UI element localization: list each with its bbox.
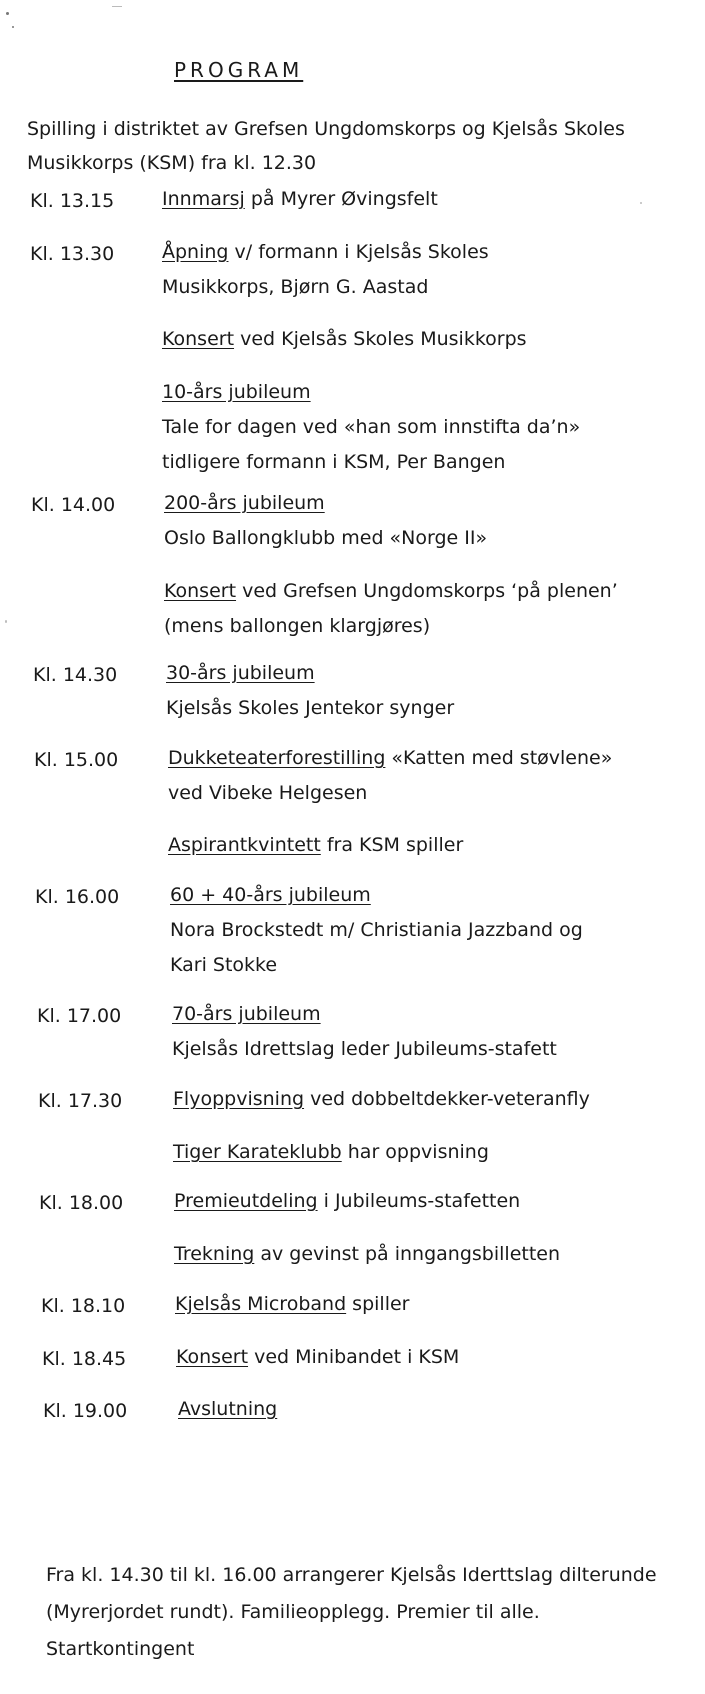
item-heading: Konsert (162, 328, 235, 350)
item-text: «Katten med støvlene» (385, 747, 613, 769)
scan-speck (6, 12, 9, 15)
item-first-line (172, 997, 557, 1032)
item-first-line (174, 1237, 560, 1272)
item-text: ved dobbeltdekker-veteranfly (304, 1088, 590, 1110)
item-detail-line: Oslo Ballongklubb med «Norge II» (164, 527, 488, 549)
item-heading: 10-års jubileum (162, 381, 311, 403)
entry-time: Kl. 16.00 (35, 886, 120, 908)
entry-time: Kl. 15.00 (34, 749, 119, 771)
item-detail-line: tidligere formann i KSM, Per Bangen (162, 451, 506, 473)
item-first-line (162, 182, 438, 217)
entry-item (174, 1237, 560, 1272)
entry-item (164, 486, 487, 556)
entry-item (176, 1340, 459, 1375)
item-first-line (164, 574, 618, 609)
item-text: har oppvisning (341, 1141, 489, 1163)
entry-item (170, 878, 583, 983)
item-text: ved Kjelsås Skoles Musikkorps (234, 328, 527, 350)
entry-item (172, 997, 557, 1067)
item-text: spiller (346, 1293, 410, 1315)
item-text: på Myrer Øvingsfelt (244, 188, 438, 210)
entry-item (162, 375, 580, 480)
entry-item (174, 1184, 520, 1219)
entry-item (168, 828, 463, 863)
entry-time: Kl. 18.10 (41, 1295, 126, 1317)
item-text: i Jubileums-stafetten (317, 1190, 521, 1212)
scan-speck (12, 26, 14, 28)
item-first-line (173, 1135, 489, 1170)
entry-time: Kl. 14.30 (33, 664, 118, 686)
entry-time: Kl. 13.15 (30, 190, 115, 212)
entry-item (166, 656, 454, 726)
item-heading: Avslutning (178, 1398, 278, 1420)
item-heading: Åpning (162, 241, 229, 263)
item-first-line (162, 375, 580, 410)
item-first-line (166, 656, 454, 691)
entry-item (175, 1287, 409, 1322)
item-heading: 60 + 40-års jubileum (170, 884, 371, 906)
item-heading: Kjelsås Microband (175, 1293, 347, 1315)
entry-item (162, 182, 438, 217)
entry-time: Kl. 13.30 (30, 243, 115, 265)
item-heading: 200-års jubileum (164, 492, 325, 514)
entry-item (178, 1392, 277, 1427)
item-detail-line: Kjelsås Idrettslag leder Jubileums-stafett (172, 1038, 557, 1060)
entry-time: Kl. 14.00 (31, 494, 116, 516)
item-detail-line: Tale for dagen ved «han som innstifta da’n» (162, 416, 581, 438)
item-text: ved Grefsen Ungdomskorps ‘på plenen’ (236, 580, 618, 602)
item-first-line (173, 1082, 590, 1117)
item-heading: Innmarsj (162, 188, 245, 210)
item-detail-line: Nora Brockstedt m/ Christiania Jazzband og (170, 919, 583, 941)
item-text: v/ formann i Kjelsås Skoles (228, 241, 489, 263)
entry-item (162, 235, 489, 305)
item-heading: Aspirantkvintett (168, 834, 321, 856)
item-text: fra KSM spiller (320, 834, 464, 856)
item-heading: 70-års jubileum (172, 1003, 321, 1025)
item-detail-line: Kari Stokke (170, 954, 278, 976)
item-heading: Trekning (174, 1243, 255, 1265)
item-detail-line: ved Vibeke Helgesen (168, 782, 368, 804)
item-first-line (168, 828, 463, 863)
item-first-line (162, 322, 527, 357)
item-detail-line: Musikkorps, Bjørn G. Aastad (162, 276, 429, 298)
entry-item (162, 322, 527, 357)
item-first-line (164, 486, 487, 521)
scan-speck (640, 202, 642, 204)
item-first-line (176, 1340, 459, 1375)
item-first-line (168, 741, 612, 776)
entry-time: Kl. 18.45 (42, 1348, 127, 1370)
item-heading: Flyoppvisning (173, 1088, 305, 1110)
entry-time: Kl. 17.30 (38, 1090, 123, 1112)
entry-time: Kl. 17.00 (37, 1005, 122, 1027)
item-heading: Tiger Karateklubb (173, 1141, 342, 1163)
entry-time: Kl. 19.00 (43, 1400, 128, 1422)
item-first-line (170, 878, 583, 913)
item-detail-line: Kjelsås Skoles Jentekor synger (166, 697, 455, 719)
footer-note: Fra kl. 14.30 til kl. 16.00 arrangerer Kjelsås Iderttslag dilterunde (Myrerjordet rundt). Familieopplegg. Premier til alle. Startkontingent (46, 1564, 657, 1660)
item-heading: 30-års jubileum (166, 662, 315, 684)
item-first-line (174, 1184, 520, 1219)
entry-item (173, 1135, 489, 1170)
item-heading: Konsert (176, 1346, 249, 1368)
scan-speck (5, 620, 7, 623)
item-detail-line: (mens ballongen klargjøres) (164, 615, 431, 637)
item-heading: Konsert (164, 580, 237, 602)
item-heading: Dukketeaterforestilling (168, 747, 386, 769)
item-first-line (162, 235, 489, 270)
item-first-line (178, 1392, 277, 1427)
item-text: av gevinst på inngangsbilletten (254, 1243, 561, 1265)
intro-text: Spilling i distriktet av Grefsen Ungdomskorps og Kjelsås Skoles Musikkorps (KSM) fra kl. 12.30 (27, 118, 625, 174)
entry-time: Kl. 18.00 (39, 1192, 124, 1214)
item-heading: Premieutdeling (174, 1190, 318, 1212)
entry-item (168, 741, 612, 811)
item-first-line (175, 1287, 409, 1322)
scan-speck (112, 6, 122, 7)
entry-item (173, 1082, 590, 1117)
item-text: ved Minibandet i KSM (248, 1346, 460, 1368)
entry-item (164, 574, 618, 644)
page-title: PROGRAM (174, 58, 304, 82)
